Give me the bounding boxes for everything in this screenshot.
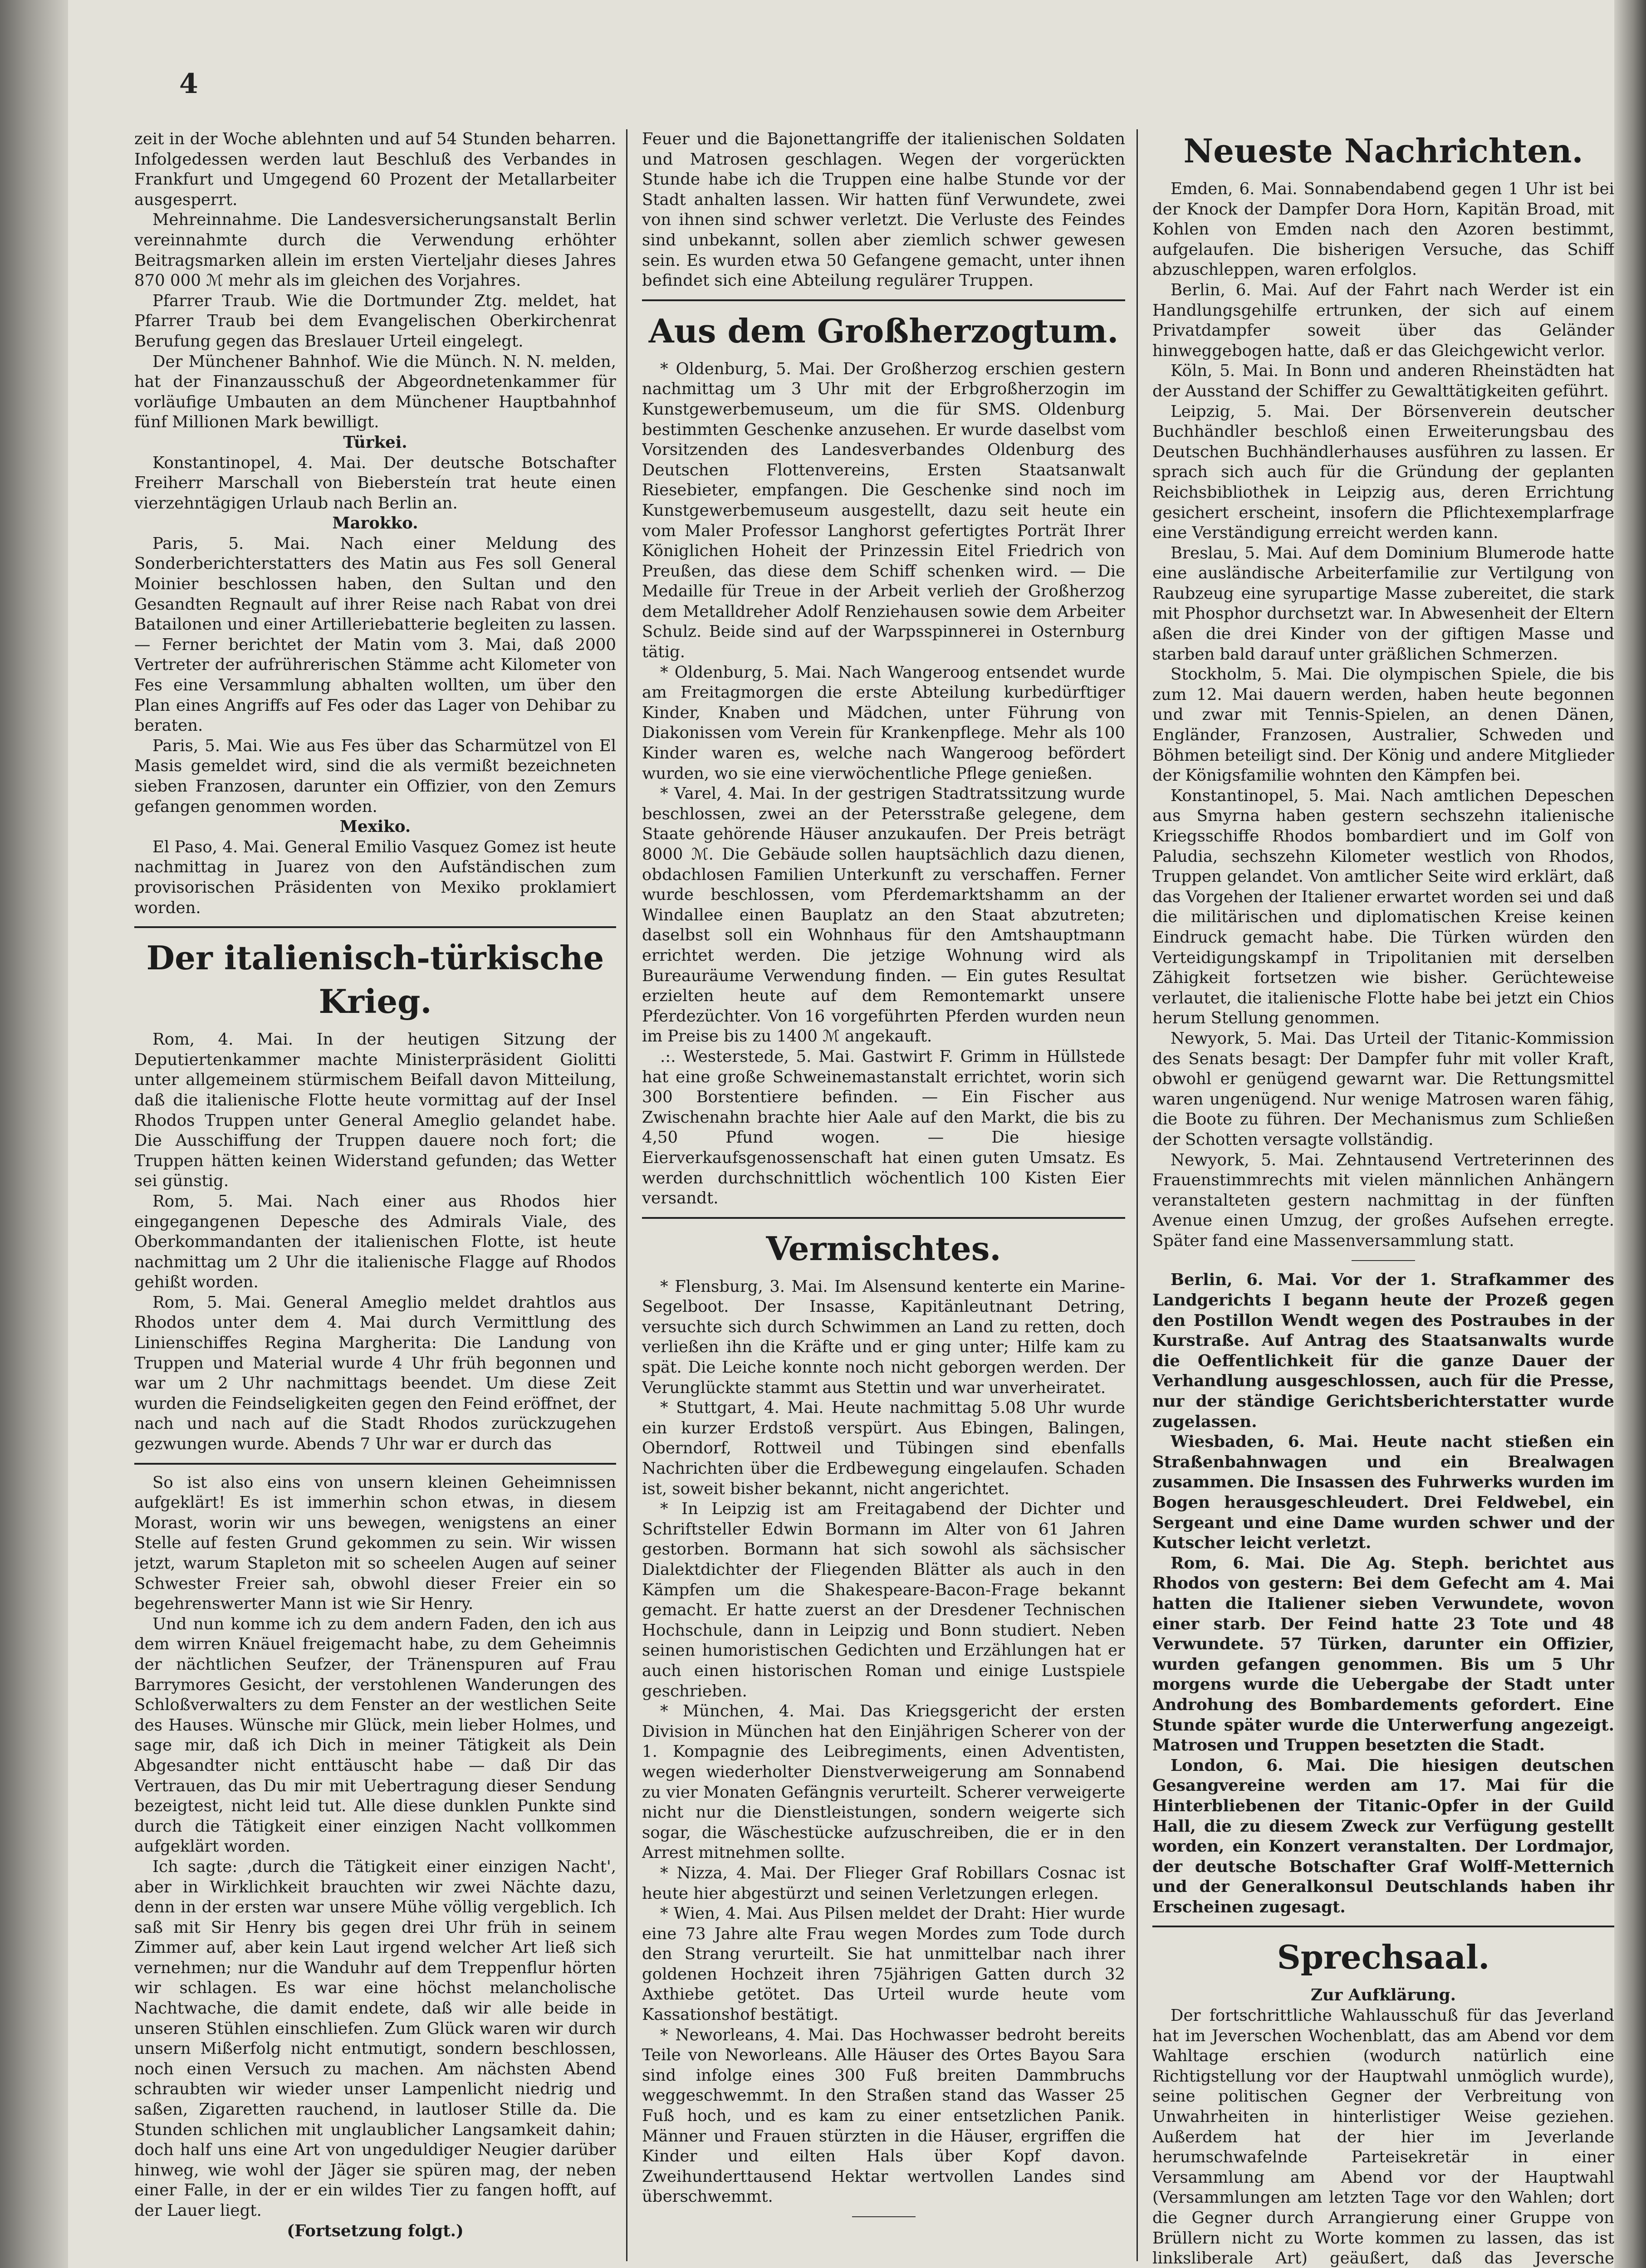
article-paragraph: * Nizza, 4. Mai. Der Flieger Graf Robillars Cosnac ist heute hier abgestürzt und seinen Verletzungen erlegen. — [642, 1863, 1125, 1903]
telegram-paragraph: London, 6. Mai. Die hiesigen deutschen Gesangvereine werden am 17. Mai für die Hinterbliebenen der Titanic-Opfer in der Guild Hall, die zu diesem Zweck zur Verfügung gestellt worden, ein Konzert veranstalten. Der Lordmajor, der deutsche Botschafter Graf Wolff-Metternich und der Generalkonsul Deutschlands haben ihr Erscheinen zugesagt. — [1152, 1756, 1614, 1916]
article-paragraph: Berlin, 6. Mai. Auf der Fahrt nach Werder ist ein Handlungsgehilfe ertrunken, der sich auf einem Privatdampfer soweit über das Geländer hinweggebogen hatte, daß er das Gleichgewicht verlor. — [1152, 280, 1614, 360]
section-heading: Aus dem Großherzogtum. — [648, 311, 1119, 350]
section-subheading: Mexiko. — [339, 817, 411, 836]
article-paragraph: Rom, 5. Mai. Nach einer aus Rhodos hier eingegangenen Depesche des Admirals Viale, des Oberkommandanten der italienischen Flotte, ist heute nachmittag um 2 Uhr die italienische Flagge auf Rhodos gehißt worden. — [134, 1192, 616, 1292]
article-paragraph: Konstantinopel, 4. Mai. Der deutsche Botschafter Freiherr Marschall von Biebersteín trat heute einen vierzehntägigen Urlaub nach Berlin an. — [134, 453, 616, 513]
section-subheading: Türkei. — [343, 433, 407, 452]
article-paragraph: El Paso, 4. Mai. General Emilio Vasquez Gomez ist heute nachmittag in Juarez von den Aufständischen zum provisorischen Präsidenten von Mexiko proklamiert worden. — [134, 837, 616, 917]
article-paragraph: Köln, 5. Mai. In Bonn und anderen Rheinstädten hat der Ausstand der Schiffer zu Gewalttätigkeiten geführt. — [1152, 362, 1614, 401]
article-paragraph: * Neworleans, 4. Mai. Das Hochwasser bedroht bereits Teile von Neworleans. Alle Häuser des Ortes Bayou Sara sind infolge eines 300 Fuß breiten Dammbruchs weggeschwemmt. In den Straßen stand das Wasser 25 Fuß hoch, und es kam zu einer entsetzlichen Panik. Männer und Frauen stürzten in die Häuser, ergriffen die Kinder und eilten Hals über Kopf davon. Zweihunderttausend Hektar wertvollen Landes sind überschwemmt. — [642, 2025, 1125, 2206]
column-divider-2 — [1137, 129, 1138, 2261]
article-paragraph: * Varel, 4. Mai. In der gestrigen Stadtratssitzung wurde beschlossen, zwei an der Petersstraße gelegene, dem Staate gehörende Häuser anzukaufen. Der Preis beträgt 8000 ℳ. Die Gebäude sollen hauptsächlich dazu dienen, obdachlosen Familien Unterkunft zu verschaffen. Ferner wurde beschlossen, vom Pferdemarktshamm an der Windallee einen Bauplatz an den Staat abzutreten; daselbst soll ein Wohnhaus für den Amtshauptmann errichtet werden. Die jetzige Wohnung wird als Bureauräume Verwendung finden. — Ein gutes Resultat erzielten heute auf dem Remontemarkt unsere Pferdezüchter. Von 16 vorgeführten Pferden wurden neun im Preise bis zu 1400 ℳ angekauft. — [642, 784, 1125, 1046]
column-divider-1 — [626, 129, 627, 2261]
article-paragraph: Der Münchener Bahnhof. Wie die Münch. N. N. melden, hat der Finanzausschuß der Abgeordnetenkammer für vorläufige Umbauten an dem Münchener Hauptbahnhof fünf Millionen Mark bewilligt. — [134, 352, 616, 432]
column-2 — [642, 129, 1125, 2252]
section-rule — [134, 926, 616, 928]
article-paragraph: * Oldenburg, 5. Mai. Nach Wangeroog entsendet wurde am Freitagmorgen die erste Abteilung kurbedürftiger Kinder, Knaben und Mädchen, unter Führung von Diakonissen vom Verein für Krankenpflege. Mehr als 100 Kinder waren es, welche nach Wangeroog befördert wurden, wo sie eine vierwöchentliche Pflege genießen. — [642, 663, 1125, 783]
article-paragraph: Rom, 4. Mai. In der heutigen Sitzung der Deputiertenkammer machte Ministerpräsident Giolitti unter allgemeinem stürmischem Beifall davon Mitteilung, daß die italienische Flotte heute vormittag auf der Insel Rhodos Truppen unter General Ameglio gelandet habe. Die Ausschiffung der Truppen dauere noch fort; die Truppen hätten keinen Widerstand gefunden; das Wetter sei günstig. — [134, 1030, 616, 1191]
article-paragraph: zeit in der Woche ablehnten und auf 54 Stunden beharren. Infolgedessen werden laut Beschluß des Verbandes in Frankfurt und Umgegend 60 Prozent der Metallarbeiter ausgesperrt. — [134, 130, 616, 209]
article-paragraph: * Wien, 4. Mai. Aus Pilsen meldet der Draht: Hier wurde eine 73 Jahre alte Frau wegen Mordes zum Tode durch den Strang verurteilt. Sie hat unmittelbar nach ihrer goldenen Hochzeit ihren 75jährigen Gatten durch 32 Axthiebe getötet. Das Urteil wurde heute vom Kassationshof bestätigt. — [642, 1904, 1125, 2024]
article-paragraph: * München, 4. Mai. Das Kriegsgericht der ersten Division in München hat den Einjährigen Scherer von der 1. Kompagnie des Leibregiments, einen Adventisten, wegen wiederholter Dienstverweigerung am Sonnabend zu vier Monaten Gefängnis verurteilt. Scherer verweigerte nicht nur die Dienstleistungen, sondern weigerte sich sogar, die Wäschestücke aufzuschreiben, die er in den Arrest mitnehmen sollte. — [642, 1702, 1125, 1862]
article-paragraph: Pfarrer Traub. Wie die Dortmunder Ztg. meldet, hat Pfarrer Traub bei dem Evangelischen Oberkirchenrat Berufung gegen das Breslauer Urteil eingelegt. — [134, 291, 616, 351]
article-paragraph: Emden, 6. Mai. Sonnabendabend gegen 1 Uhr ist bei der Knock der Dampfer Dora Horn, Kapitän Broad, mit Kohlen von Emden nach den Azoren bestimmt, aufgelaufen. Die bisherigen Versuche, das Schiff abzuschleppen, waren erfolglos. — [1152, 180, 1614, 279]
article-paragraph: Paris, 5. Mai. Nach einer Meldung des Sonderberichterstatters des Matin aus Fes soll General Moinier beschlossen haben, den Sultan und den Gesandten Regnault auf ihrer Reise nach Rabat von drei Batailonen und einer Artilleriebatterie begleiten zu lassen. — Ferner berichtet der Matin vom 3. Mai, daß 2000 Vertreter der aufrührerischen Stämme acht Kilometer von Fes eine Versammlung abhalten wollten, um über den Plan eines Angriffs auf Fes oder das Lager von Dehibar zu beraten. — [134, 534, 616, 735]
book-gutter — [0, 0, 68, 2268]
article-paragraph: Rom, 5. Mai. General Ameglio meldet drahtlos aus Rhodos unter dem 4. Mai durch Vermittlung des Linienschiffes Regina Margherita: Die Landung von Truppen und Material wurde 4 Uhr früh begonnen und war um 2 Uhr nachmittags beendet. Um diese Zeit wurden die Feindseligkeiten gegen den Feind eröffnet, der nach und nach auf die Stadt Rhodos zurückzugehen gezwungen wurde. Abends 7 Uhr war er durch das — [134, 1293, 616, 1454]
section-heading: Sprechsaal. — [1277, 1938, 1490, 1977]
page-edge — [1614, 0, 1646, 2268]
telegram-paragraph: Wiesbaden, 6. Mai. Heute nacht stießen ein Straßenbahnwagen und ein Brealwagen zusammen. Die Insassen des Fuhrwerks wurden im Bogen herausgeschleudert. Drei Feldwebel, ein Sergeant und eine Dame wurden schwer und der Kutscher leicht verletzt. — [1152, 1432, 1614, 1553]
section-rule — [1152, 1926, 1614, 1927]
article-paragraph: * In Leipzig ist am Freitagabend der Dichter und Schriftsteller Edwin Bormann im Alter von 61 Jahren gestorben. Bormann hat sich sowohl als sächsischer Dialektdichter der Fliegenden Blätter als auch in den Kämpfen um die Shakespeare-Bacon-Frage bekannt gemacht. Er hatte zuerst an der Dresdener Technischen Hochschule, dann in Leipzig und Bonn studiert. Neben seinen humoristischen Gedichten und Erzählungen hat er auch einen historischen Roman und einige Lustspiele geschrieben. — [642, 1500, 1125, 1701]
article-paragraph: Newyork, 5. Mai. Das Urteil der Titanic-Kommission des Senats besagt: Der Dampfer fuhr mit voller Kraft, obwohl er genügend gewarnt war. Die Rettungsmittel waren ungenügend. Nur wenige Matrosen waren fähig, die Boote zu führen. Der Mechanismus zum Schließen der Schotten versagte vollständig. — [1152, 1029, 1614, 1149]
article-paragraph: Stockholm, 5. Mai. Die olympischen Spiele, die bis zum 12. Mai dauern werden, haben heute begonnen und zwar mit Tennis-Spielen, an denen Dänen, Engländer, Franzosen, Australier, Schweden und Böhmen beteiligt sind. Der König und andere Mitglieder der Königsfamilie wohnten den Kämpfen bei. — [1152, 665, 1614, 785]
separator-rule — [1352, 1260, 1415, 1261]
section-subheading: Zur Aufklärung. — [1310, 1986, 1456, 2005]
serial-paragraph: So ist also eins von unsern kleinen Geheimnissen aufgeklärt! Es ist immerhin schon etwas, in diesem Morast, worin wir uns bewegen, wenigstens an einer Stelle auf festen Grund gekommen zu sein. Wir wissen jetzt, warum Stapleton mit so scheelen Augen auf seiner Schwester Freier sah, obwohl dieser Freier ein so begehrenswerter Mann ist wie Sir Henry. — [134, 1473, 616, 1613]
article-paragraph: Der fortschrittliche Wahlausschuß für das Jeverland hat im Jeverschen Wochenblatt, das am Abend vor dem Wahltage erschien (wodurch natürlich eine Richtigstellung vor der Hauptwahl unmöglich wurde), seine politischen Gegner der Verbreitung von Unwahrheiten in hinterlistiger Weise geziehen. Außerdem hat der hier im Jeverlande herumschwafelnde Parteisekretär in einer Versammlung am Abend vor der Hauptwahl (Versammlungen am letzten Tage vor den Wahlen; dort die Gegner durch Arrangierung einer Gruppe von Brüllern nicht zu Worte kommen zu lassen, das ist linksliberale Art) geäußert, daß das Jeversche — [1152, 2006, 1614, 2268]
article-paragraph: * Flensburg, 3. Mai. Im Alsensund kenterte ein Marine-Segelboot. Der Insasse, Kapitänleutnant Detring, versuchte sich durch Schwimmen an Land zu retten, doch verließen ihn die Kräfte und er ging unter; Hilfe kam zu spät. Die Leiche konnte noch nicht geborgen werden. Der Verunglückte stammt aus Stettin und war unverheiratet. — [642, 1277, 1125, 1397]
article-paragraph: .:. Westerstede, 5. Mai. Gastwirt F. Grimm in Hüllstede hat eine große Schweinemastanstalt errichtet, worin sich 300 Borstentiere befinden. — Ein Fischer aus Zwischenahn brachte hier Aale auf den Markt, die bis zu 4,50 Pfund wogen. — Die hiesige Eierverkaufsgenossenschaft hat einen guten Umsatz. Es werden durchschnittlich wöchentlich 100 Kisten Eier versandt. — [642, 1047, 1125, 1208]
article-paragraph: * Stuttgart, 4. Mai. Heute nachmittag 5.08 Uhr wurde ein kurzer Erdstoß verspürt. Aus Ebingen, Balingen, Oberndorf, Rottweil und Tübingen sind ebenfalls Nachrichten über die Erdbewegung eingelaufen. Schaden ist, soweit bisher bekannt, nicht angerichtet. — [642, 1398, 1125, 1498]
end-rule — [852, 2216, 916, 2217]
section-heading: Der italienisch-türkische Krieg. — [146, 938, 604, 1021]
article-paragraph: Feuer und die Bajonettangriffe der italienischen Soldaten und Matrosen geschlagen. Wegen der vorgerückten Stunde habe ich die Truppen eine halbe Stunde vor der Stadt anhalten lassen. Wir hatten fünf Verwundete, zwei von ihnen sind schwer verletzt. Die Verluste des Feindes sind unbekannt, sollen aber ziemlich schwer gewesen sein. Es wurden etwa 50 Gefangene gemacht, unter ihnen befindet sich eine Abteilung regulärer Truppen. — [642, 130, 1125, 290]
section-subheading: Marokko. — [332, 514, 418, 533]
section-rule — [134, 1463, 616, 1465]
article-paragraph: Breslau, 5. Mai. Auf dem Dominium Blumerode hatte eine ausländische Arbeiterfamilie zur Vertilgung von Raubzeug eine syrupartige Masse zubereitet, die stark mit Phosphor durchsetzt war. In Abwesenheit der Eltern aßen die drei Kinder von der giftigen Masse und starben bald darauf unter gräßlichen Schmerzen. — [1152, 543, 1614, 664]
page-number: 4 — [179, 68, 198, 100]
column-3 — [1152, 129, 1614, 2268]
continuation-note: (Fortsetzung folgt.) — [287, 2221, 464, 2240]
article-paragraph: Mehreinnahme. Die Landesversicherungsanstalt Berlin vereinnahmte durch die Verwendung erhöhter Beitragsmarken allein im ersten Vierteljahr dieses Jahres 870 000 ℳ mehr als im gleichen des Vorjahres. — [134, 210, 616, 290]
column-1 — [134, 129, 616, 2268]
section-heading: Neueste Nachrichten. — [1183, 132, 1583, 170]
article-paragraph: Leipzig, 5. Mai. Der Börsenverein deutscher Buchhändler beschloß einen Erweiterungsbau des Deutschen Buchhändlerhauses ausführen zu lassen. Er sprach sich auch für die Gründung der geplanten Reichsbibliothek in Leipzig aus, deren Errichtung gesichert erscheint, insofern die Pflichtexemplarfrage eine Verständigung erreicht werden kann. — [1152, 402, 1614, 543]
section-rule — [642, 1217, 1125, 1219]
article-paragraph: Konstantinopel, 5. Mai. Nach amtlichen Depeschen aus Smyrna haben gestern sechszehn italienische Kriegsschiffe Rhodos bombardiert und im Golf von Paludia, sechszehn Kilometer westlich von Rhodos, Truppen gelandet. Von amtlicher Seite wird erklärt, daß das Vorgehen der Italiener erwartet worden sei und daß die militärischen und diplomatischen Kreise keinen Eindruck gemacht habe. Die Türken würden den Verteidigungskampf in Tripolitanien mit derselben Zähigkeit fortsetzen wie bisher. Gerüchteweise verlautet, die italienische Flotte habe bei jetzt ein Chios herum Stellung genommen. — [1152, 786, 1614, 1028]
article-paragraph: Newyork, 5. Mai. Zehntausend Vertreterinnen des Frauenstimmrechts mit vielen männlichen Anhängern veranstalteten gestern nachmittag in der fünften Avenue einen Umzug, der großes Aufsehen erregte. Später fand eine Massenversammlung statt. — [1152, 1150, 1614, 1250]
telegram-paragraph: Rom, 6. Mai. Die Ag. Steph. berichtet aus Rhodos von gestern: Bei dem Gefecht am 4. Mai hatten die Italiener sieben Verwundete, wovon einer starb. Der Feind hatte 23 Tote und 48 Verwundete. 57 Türken, darunter ein Offizier, wurden gefangen genommen. Bis um 5 Uhr morgens wurde die Uebergabe der Stadt unter Androhung des Bombardements gefordert. Eine Stunde später wurde die Unterwerfung angezeigt. Matrosen und Truppen besetzten die Stadt. — [1152, 1554, 1614, 1755]
serial-paragraph: Und nun komme ich zu dem andern Faden, den ich aus dem wirren Knäuel freigemacht habe, zu dem Geheimnis der nächtlichen Seufzer, der Tränenspuren auf Frau Barrymores Gesicht, der verstohlenen Wanderungen des Schloßverwalters zu dem Fenster an der westlichen Seite des Hauses. Wünsche mir Glück, mein lieber Holmes, und sage mir, daß ich Dich in meiner Tätigkeit als Dein Abgesandter nicht enttäuscht habe — daß Dir das Vertrauen, das Du mir mit Uebertragung dieser Sendung bezeigtest, nicht leid tut. Alle diese dunklen Punkte sind durch die Tätigkeit einer einzigen Nacht vollkommen aufgeklärt worden. — [134, 1614, 616, 1856]
section-rule — [642, 299, 1125, 301]
serial-paragraph: Ich sagte: ‚durch die Tätigkeit einer einzigen Nacht', aber in Wirklichkeit brauchten wir zwei Nächte dazu, denn in der ersten war unsere Mühe völlig vergeblich. Ich saß mit Sir Henry bis gegen drei Uhr früh in seinem Zimmer auf, aber kein Laut irgend welcher Art ließ sich vernehmen; nur die Wanduhr auf dem Treppenflur hörten wir schlagen. Es war eine höchst melancholische Nachtwache, die damit endete, daß wir alle beide in unseren Stühlen einschliefen. Zum Glück waren wir durch unsern Mißerfolg nicht entmutigt, sondern beschlossen, noch einen Versuch zu machen. Am nächsten Abend schraubten wir wieder unser Lampenlicht niedrig und saßen, Zigaretten rauchend, in lautloser Stille da. Die Stunden schlichen mit unglaublicher Langsamkeit dahin; doch half uns eine Art von ungeduldiger Neugier darüber hinweg, wie wohl der Jäger sie spüren mag, der neben einer Falle, in der er ein wildes Tier zu fangen hofft, auf der Lauer liegt. — [134, 1857, 616, 2220]
telegram-paragraph: Berlin, 6. Mai. Vor der 1. Strafkammer des Landgerichts I begann heute der Prozeß gegen den Postillon Wendt wegen des Postraubes in der Kurstraße. Auf Antrag des Staatsanwalts wurde die Oeffentlichkeit für die ganze Dauer der Verhandlung ausgeschlossen, auch für die Presse, nur der ständige Gerichtsberichterstatter wurde zugelassen. — [1152, 1271, 1614, 1431]
section-heading: Vermischtes. — [766, 1229, 1001, 1268]
article-paragraph: * Oldenburg, 5. Mai. Der Großherzog erschien gestern nachmittag um 3 Uhr mit der Erbgroßherzogin im Kunstgewerbemuseum, um die für SMS. Oldenburg bestimmten Geschenke anzusehen. Er wurde daselbst vom Vorsitzenden des Landesverbandes Oldenburg des Deutschen Flottenvereins, Ersten Staatsanwalt Riesebieter, empfangen. Die Geschenke sind noch im Kunstgewerbemuseum ausgestellt, dazu seit heute ein vom Maler Professor Langhorst gefertigtes Porträt Ihrer Königlichen Hoheit der Prinzessin Eitel Friedrich von Preußen, das diese dem Schiff schenken wird. — Die Medaille für Treue in der Arbeit verlieh der Großherzog dem Metalldreher Adolf Renziehausen sowie dem Arbeiter Schulz. Beide sind auf der Warpsspinnerei in Osternburg tätig. — [642, 359, 1125, 662]
article-paragraph: Paris, 5. Mai. Wie aus Fes über das Scharmützel von El Masis gemeldet wird, sind die als vermißt bezeichneten sieben Franzosen, darunter ein Offizier, von den Zemurs gefangen genommen worden. — [134, 736, 616, 816]
